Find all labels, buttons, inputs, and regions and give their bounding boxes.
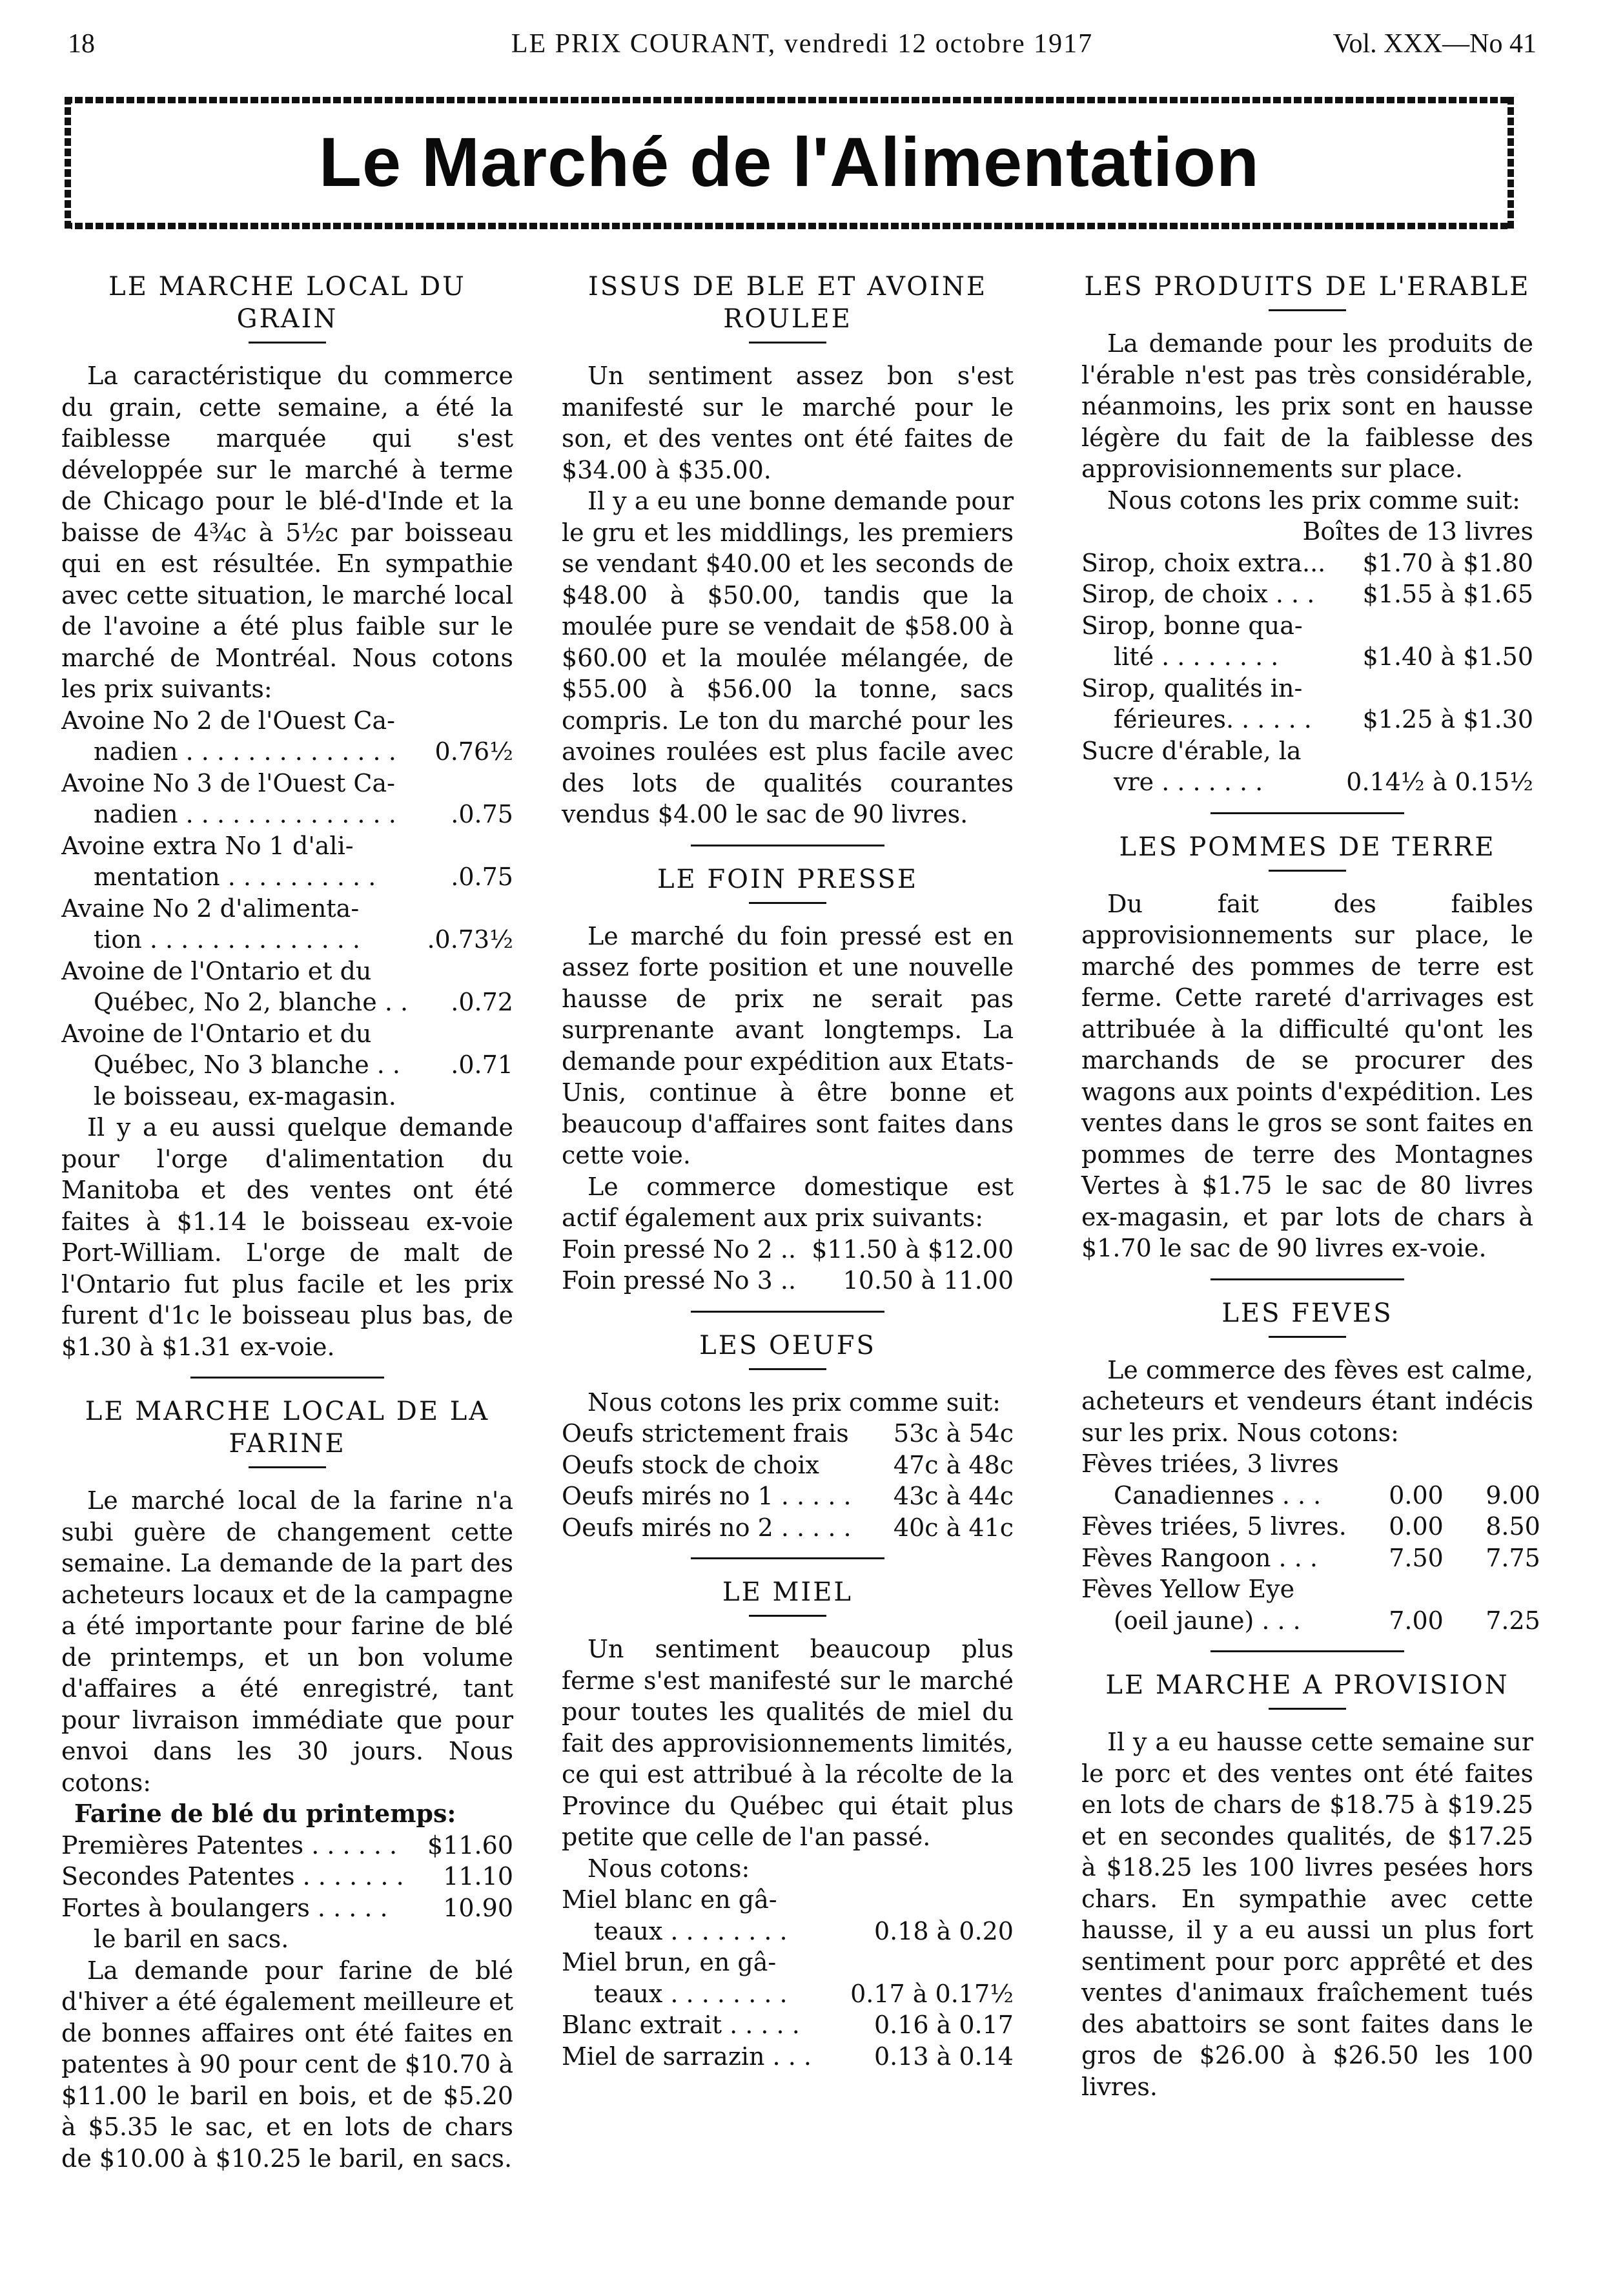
price-row [562, 1234, 1014, 1266]
price-label: Blanc extrait . . . . . [562, 2011, 800, 2039]
section-feves [1081, 1297, 1540, 1637]
price-row [61, 987, 513, 1018]
price-value: 0.14½ à 0.15½ [1346, 768, 1533, 796]
price-label: Sirop, choix extra... [1081, 548, 1326, 577]
section-grain [61, 271, 513, 1362]
price-low: 7.00 [1389, 1606, 1444, 1635]
price-label: Sucre d'érable, la [1081, 736, 1302, 765]
price-list [1081, 516, 1533, 798]
section-heading: LE MARCHE LOCAL DE LA FARINE [85, 1397, 490, 1459]
section-issus [562, 271, 1014, 830]
heading-rule [1269, 1336, 1346, 1338]
price-row [562, 1481, 1014, 1512]
paragraph: Du fait des faibles approvisionnements sur place, le marché des pommes de terre est ferme. Cette rareté d'arrivages est attribuée à la difficulté qu'ont les marchands de se procurer des wagons aux points d'expédition. Les ventes dans le gros se sont faites en pommes de terre des Montagnes Vertes à $1.75 le sac de 80 livres ex-magasin, et par lots de chars à $1.70 le sac de 90 livres ex-voie. [1081, 889, 1533, 1262]
price-value: .0.71 [451, 1051, 513, 1079]
price-row [61, 736, 513, 768]
price-row [1081, 548, 1533, 579]
price-unit: le baril en sacs. [94, 1925, 289, 1953]
paragraph: Le commerce des fèves est calme, acheteurs et vendeurs étant indécis sur les prix. Nous cotons: [1081, 1355, 1533, 1447]
price-value: 11.10 [443, 1862, 513, 1891]
price-label: Foin pressé No 2 .. [562, 1235, 797, 1264]
price-label: Oeufs mirés no 1 . . . . . [562, 1482, 852, 1510]
section-separator [691, 1311, 884, 1313]
paragraph: Il y a eu une bonne demande pour le gru et les middlings, les premiers se vendant $40.00 et les seconds de $48.00 à $50.00, tandis que la moulée pure se vendait de $58.00 à $60.00 et la moulée mélangée, de $55.00 à $56.00 la tonne, sacs compris. Le ton du marché pour les avoines roulées est plus facile avec des lots de qualités courantes vendus $4.00 le sac de 90 livres. [562, 487, 1014, 828]
heading-rule [1269, 870, 1346, 872]
section-heading: LES PRODUITS DE L'ERABLE [1084, 272, 1531, 302]
column-3 [1081, 268, 1540, 2111]
price-label: Avoine de l'Ontario et du [61, 956, 372, 985]
price-low: 0.00 [1389, 1481, 1444, 1510]
price-label: mentation . . . . . . . . . . [94, 863, 376, 891]
paragraph: Un sentiment assez bon s'est manifesté sur le marché pour le son, et des ventes ont été faites de $34.00 à $35.00. [562, 362, 1014, 484]
price-high [1444, 1448, 1540, 1480]
price-label: teaux . . . . . . . . [594, 1979, 788, 2008]
price-value: $11.50 à $12.00 [812, 1235, 1014, 1264]
price-high: 9.00 [1486, 1481, 1540, 1510]
paragraph: Nous cotons les prix comme suit: [587, 1388, 1001, 1417]
price-row [1081, 641, 1533, 673]
section-heading: LES POMMES DE TERRE [1119, 832, 1496, 862]
section-heading: LE MIEL [722, 1577, 853, 1607]
price-row [1081, 704, 1533, 735]
price-label: nadien . . . . . . . . . . . . . . [94, 800, 396, 828]
price-label: Sirop, qualités in- [1081, 673, 1303, 702]
paragraph: Le marché local de la farine n'a subi guère de changement cette semaine. La demande de la part des acheteurs locaux et de la campagne a été importante pour farine de blé de printemps, et un bon volume d'affaires a été enregistré, tant pour livraison immédiate que pour envoi dans les 30 jours. Nous cotons: [61, 1486, 513, 1797]
price-label: Sirop, bonne qua- [1081, 611, 1303, 640]
price-label: Avoine de l'Ontario et du [61, 1019, 372, 1048]
price-label: teaux . . . . . . . . [594, 1916, 788, 1945]
paragraph: Il y a eu aussi quelque demande pour l'orge d'alimentation du Manitoba et des ventes ont été faites à $1.14 le boisseau ex-voie Port-William. L'orge de malt de l'Ontario fut plus facile et les prix furent d'1c le boisseau plus bas, de $1.30 à $1.31 ex-voie. [61, 1113, 513, 1361]
price-value: 0.13 à 0.14 [873, 2042, 1014, 2071]
price-label: Oeufs strictement frais [562, 1419, 849, 1448]
heading-rule [749, 1368, 826, 1370]
section-oeufs [562, 1329, 1014, 1544]
price-row [61, 1861, 513, 1892]
heading-rule [249, 342, 326, 343]
banner-top-rule [65, 97, 1514, 103]
price-high: 7.25 [1486, 1606, 1540, 1635]
price-row [562, 1418, 1014, 1450]
section-provision [1081, 1669, 1533, 2102]
section-separator [691, 1557, 884, 1559]
price-label: Avoine No 3 de l'Ouest Ca- [61, 768, 395, 797]
price-label: tion . . . . . . . . . . . . . . [94, 925, 360, 954]
price-value: .0.73½ [427, 925, 513, 954]
price-value: 0.18 à 0.20 [873, 1916, 1014, 1945]
price-value: 53c à 54c [893, 1419, 1014, 1448]
section-separator [1210, 1278, 1404, 1280]
heading-rule [1269, 309, 1346, 311]
section-separator [1210, 812, 1404, 814]
price-label: nadien . . . . . . . . . . . . . . [94, 737, 396, 766]
price-value: 10.90 [443, 1893, 513, 1922]
paragraph: Le commerce domestique est actif également aux prix suivants: [562, 1172, 1014, 1232]
price-row [61, 861, 513, 893]
price-label: Foin pressé No 3 .. [562, 1266, 797, 1295]
section-pommes [1081, 831, 1533, 1264]
price-row [1081, 766, 1533, 798]
section-heading: LES FEVES [1221, 1298, 1393, 1328]
price-label: Fèves Yellow Eye [1081, 1575, 1295, 1603]
section-heading: LES OEUFS [699, 1330, 876, 1360]
paragraph: La caractéristique du commerce du grain, cette semaine, a été la faiblesse marquée qui s'est développée sur le marché à terme de Chicago pour le blé-d'Inde et la baisse de 4¾c à 5½c par boisseau qui en est résultée. En sympathie avec cette situation, le marché local de l'avoine a été plus faible sur le marché de Montréal. Nous cotons les prix suivants: [61, 362, 513, 703]
price-high: 8.50 [1486, 1512, 1540, 1541]
price-value: 0.76½ [434, 737, 513, 766]
price-label: Oeufs stock de choix [562, 1450, 819, 1479]
paragraph: Nous cotons: [587, 1854, 750, 1883]
price-value: 47c à 48c [893, 1450, 1014, 1479]
price-list [562, 1234, 1014, 1297]
price-label: Miel blanc en gâ- [562, 1885, 777, 1914]
price-row [61, 799, 513, 830]
heading-rule [749, 342, 826, 343]
page-number: 18 [68, 29, 95, 59]
price-label: Miel de sarrazin . . . [562, 2042, 812, 2071]
price-row [61, 1830, 513, 1861]
price-value: .0.75 [451, 800, 513, 828]
section-heading: LE MARCHE LOCAL DU GRAIN [108, 272, 466, 334]
section-miel [562, 1576, 1014, 2072]
running-header [68, 28, 1537, 67]
price-label: férieures. . . . . . [1114, 705, 1312, 733]
price-row [562, 1512, 1014, 1544]
price-label: vre . . . . . . . [1114, 768, 1263, 796]
paragraph: Il y a eu hausse cette semaine sur le porc et des ventes ont été faites en lots de chars de $18.75 à $19.25 et en secondes qualités, de $17.25 à $18.25 les 100 livres pesées hors chars. En sympathie avec cette hausse, il y a eu aussi un plus fort sentiment pour porc apprêté et des ventes d'animaux fraîchement tués des abattoirs se sont faites dans le gros de $26.00 à $26.50 les 100 livres. [1081, 1728, 1533, 2101]
publication-line: LE PRIX COURANT, vendredi 12 octobre 1917 [511, 29, 1094, 59]
price-low [1347, 1448, 1444, 1480]
price-table [1081, 1448, 1540, 1636]
price-label: Oeufs mirés no 2 . . . . . [562, 1513, 852, 1542]
price-subheading: Farine de blé du printemps: [74, 1799, 456, 1828]
price-label: Québec, No 3 blanche . . [94, 1051, 400, 1079]
price-high: 7.75 [1486, 1543, 1540, 1572]
price-value: 10.50 à 11.00 [843, 1266, 1014, 1295]
price-label: Sirop, de choix . . . [1081, 580, 1315, 608]
price-label: Avoine No 2 de l'Ouest Ca- [61, 706, 395, 735]
column-2 [562, 268, 1014, 2081]
banner-bottom-rule [65, 223, 1514, 229]
price-value: .0.72 [451, 988, 513, 1016]
price-value: 40c à 41c [893, 1513, 1014, 1542]
price-value: $1.70 à $1.80 [1362, 548, 1533, 577]
section-separator [1210, 1650, 1404, 1652]
price-label: Fèves Rangoon . . . [1081, 1543, 1318, 1572]
price-row [1081, 579, 1533, 610]
price-label: Secondes Patentes . . . . . . . [61, 1862, 404, 1891]
price-label: (oeil jaune) . . . [1114, 1606, 1301, 1635]
price-row [562, 1265, 1014, 1297]
section-farine [61, 1395, 513, 2174]
price-subheading: Boîtes de 13 livres [1302, 517, 1533, 546]
paragraph: Le marché du foin pressé est en assez forte position et une nouvelle hausse de prix ne serait pas surprenante avant longtemps. La demande pour expédition aux Etats-Unis, continue à être bonne et beaucoup d'affaires sont faites dans cette voie. [562, 921, 1014, 1169]
paragraph: La demande pour farine de blé d'hiver a été également meilleure et de bonnes affaires ont été faites en patentes à 90 pour cent de $10.70 à $11.00 le baril en bois, et de $5.20 à $5.35 le sac, et en lots de chars de $10.00 à $10.25 le baril, en sacs. [61, 1956, 513, 2173]
price-row [61, 924, 513, 956]
section-heading: LE FOIN PRESSE [657, 864, 919, 894]
price-value: $1.40 à $1.50 [1362, 642, 1533, 671]
paragraph: Un sentiment beaucoup plus ferme s'est manifesté sur le marché pour toutes les qualités de miel du fait des approvisionnements limités, ce qui est attribué à la récolte de la Province du Québec qui était plus petite que celle de l'an passé. [562, 1635, 1014, 1851]
price-row [562, 1916, 1014, 1947]
section-erable [1081, 271, 1533, 798]
price-label: Miel brun, en gâ- [562, 1948, 777, 1976]
price-value: $1.25 à $1.30 [1362, 705, 1533, 733]
price-row [562, 2009, 1014, 2041]
heading-rule [749, 902, 826, 904]
price-label: Premières Patentes . . . . . . [61, 1830, 398, 1860]
paragraph: La demande pour les produits de l'érable n'est pas très considérable, néanmoins, les prix sont en hausse légère du fait de la faiblesse des approvisionnements sur place. [1081, 329, 1533, 483]
price-label: Canadiennes . . . [1114, 1481, 1322, 1510]
price-row [562, 2041, 1014, 2073]
section-foin [562, 863, 1014, 1297]
heading-rule [249, 1466, 326, 1468]
price-label: Fortes à boulangers . . . . . [61, 1893, 388, 1922]
price-value: 0.17 à 0.17½ [850, 1979, 1014, 2008]
section-separator [691, 845, 884, 846]
price-value: $11.60 [427, 1830, 513, 1860]
price-value: $1.55 à $1.65 [1362, 580, 1533, 608]
volume-number: Vol. XXX—No 41 [1333, 29, 1537, 59]
price-label: Québec, No 2, blanche . . [94, 988, 409, 1016]
price-low: 7.50 [1389, 1543, 1444, 1572]
heading-rule [749, 1615, 826, 1617]
title-banner [65, 97, 1514, 229]
price-list [562, 1884, 1014, 2072]
section-heading: ISSUS DE BLE ET AVOINE ROULEE [587, 272, 988, 334]
price-row [61, 1892, 513, 1924]
section-heading: LE MARCHE A PROVISION [1105, 1670, 1509, 1700]
price-label: Fèves triées, 5 livres. [1081, 1512, 1347, 1541]
price-high [1444, 1573, 1540, 1605]
price-value: 43c à 44c [893, 1482, 1014, 1510]
price-value: 0.16 à 0.17 [873, 2011, 1014, 2039]
section-separator [190, 1377, 384, 1379]
price-label: lité . . . . . . . . [1114, 642, 1279, 671]
price-row [61, 1049, 513, 1081]
price-row [562, 1978, 1014, 2010]
price-list [61, 1798, 513, 1955]
price-list [562, 1418, 1014, 1543]
paragraph: Nous cotons les prix comme suit: [1107, 486, 1520, 515]
price-value: .0.75 [451, 863, 513, 891]
price-label: Avoine extra No 1 d'ali- [61, 831, 354, 860]
price-low [1347, 1573, 1444, 1605]
price-low: 0.00 [1389, 1512, 1444, 1541]
price-list [61, 705, 513, 1112]
heading-rule [1269, 1708, 1346, 1710]
page-title: Le Marché de l'Alimentation [319, 123, 1260, 201]
price-row [562, 1450, 1014, 1481]
price-unit: le boisseau, ex-magasin. [94, 1081, 396, 1111]
price-label: Fèves triées, 3 livres [1081, 1450, 1339, 1478]
price-label: Avaine No 2 d'alimenta- [61, 894, 360, 923]
column-1 [61, 268, 513, 2183]
